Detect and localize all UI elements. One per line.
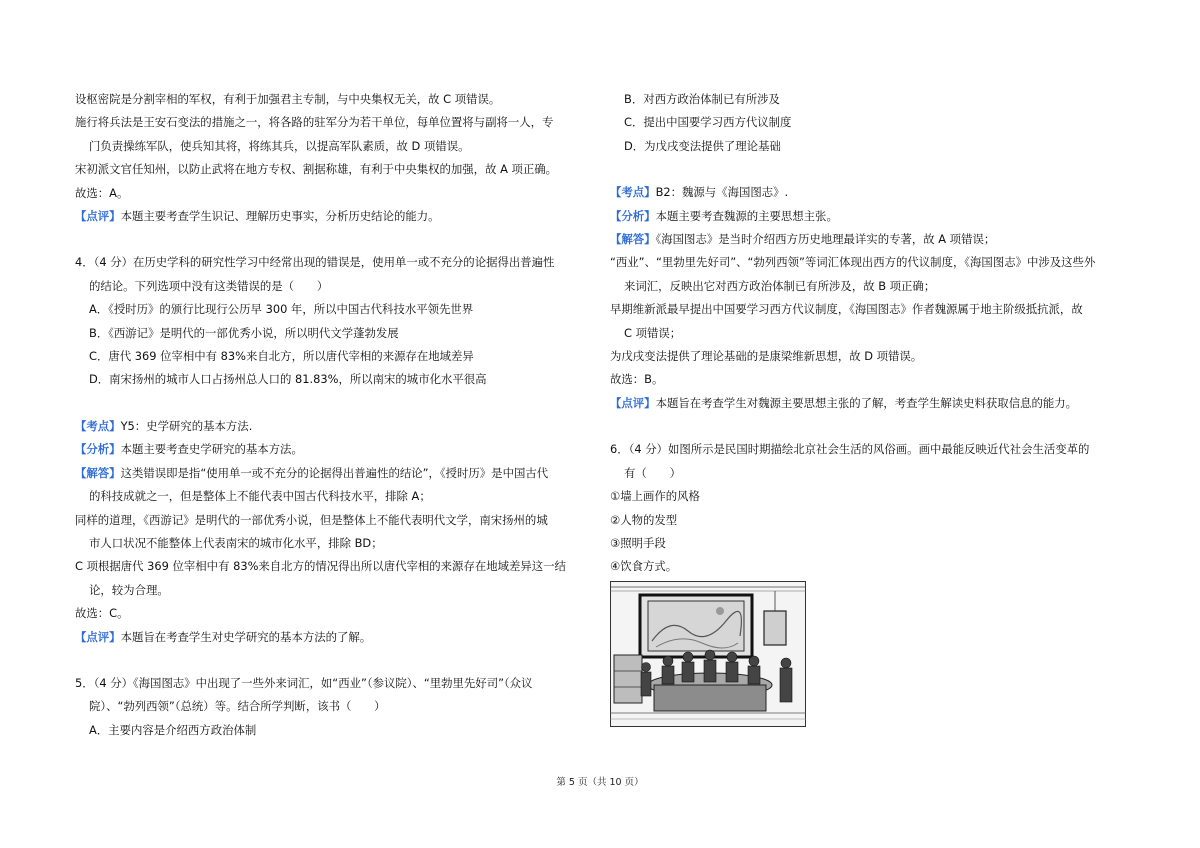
- q5-jieda-line: 为戊戌变法提供了理论基础的是康梁维新思想，故 D 项错误。: [610, 349, 923, 364]
- q5-jieda-line: C 项错误；: [624, 325, 682, 340]
- fenxi-tag: 【分析】: [610, 208, 656, 223]
- comment-text: 本题主要考查学生识记、理解历史事实，分析历史结论的能力。: [120, 209, 440, 224]
- q4-jieda-line: 的科技成就之一，但是整体上不能代表中国古代科技水平，排除 A；: [89, 489, 431, 504]
- q3-analysis-line: 设枢密院是分割宰相的军权，有利于加强君主专制，与中央集权无关，故 C 项错误。: [75, 92, 501, 106]
- jieda-text: 《海国图志》是当时介绍西方历史地理最详实的专著，故 A 项错误；: [655, 232, 996, 247]
- comment-tag: 【点评】: [610, 395, 656, 410]
- comment-tag: 【点评】: [75, 629, 121, 644]
- q5-jieda-line: “西业”、“里勃里先好司”、“勃列西领”等词汇体现出西方的代议制度，《海国图志》中涉及这些外: [610, 255, 1096, 270]
- q6-item-4: ④饮食方式。: [610, 559, 678, 574]
- q4-jieda-line: 论，较为合理。: [89, 582, 169, 597]
- q4-jieda-line: 同样的道理，《西游记》是明代的一部优秀小说，但是整体上不能代表明代文学，南宋扬州的城: [75, 512, 548, 527]
- fenxi-text: 本题主要考查魏源的主要思想主张。: [655, 208, 838, 223]
- q4-jieda: [75, 462, 595, 485]
- left-column: [75, 88, 595, 742]
- q4-option-c: C．唐代 369 位宰相中有 83%来自北方，所以唐代宰相的来源存在地域差异: [89, 349, 474, 364]
- q6-stem-cont: 有（ ）: [624, 465, 681, 480]
- fenxi-text: 本题主要考查史学研究的基本方法。: [120, 442, 303, 457]
- q5-fenxi: [610, 205, 1135, 228]
- q5-stem-cont: 院）、“勃列西领”（总统）等。结合所学判断，该书（ ）: [89, 699, 386, 714]
- comment-text: 本题旨在考查学生对史学研究的基本方法的了解。: [120, 629, 372, 644]
- jieda-text: 这类错误即是指“使用单一或不充分的论据得出普遍性的结论”，《授时历》是中国古代: [120, 465, 549, 480]
- kaodian-tag: 【考点】: [610, 185, 656, 200]
- q5-jieda-line: 早期维新派最早提出中国要学习西方代议制度，《海国图志》作者魏源属于地主阶级抵抗派，故: [610, 302, 1083, 317]
- q4-jieda-line: 市人口状况不能整体上代表南宋的城市化水平，排除 BD；: [89, 535, 383, 550]
- q6-stem: 6．（4 分）如图所示是民国时期描绘北京社会生活的风俗画。画中最能反映近代社会生活变革的: [610, 442, 1090, 457]
- comment-text: 本题旨在考查学生对魏源主要思想主张的了解，考查学生解读史料获取信息的能力。: [655, 395, 1078, 410]
- folk-painting-figure: [610, 581, 806, 727]
- q5-jieda: [610, 228, 1135, 251]
- q5-comment: [610, 392, 1135, 415]
- q4-stem-cont: 的结论。下列选项中没有这类错误的是（ ）: [89, 278, 329, 293]
- q4-option-b: B．《西游记》是明代的一部优秀小说，所以明代文学蓬勃发展: [89, 325, 399, 340]
- comment-tag: 【点评】: [75, 209, 121, 224]
- q3-analysis-line: 宋初派文官任知州，以防止武将在地方专权、割据称雄，有利于中央集权的加强，故 A 项正确。: [75, 162, 558, 177]
- q3-comment: [75, 205, 595, 228]
- fenxi-tag: 【分析】: [75, 442, 121, 457]
- q3-analysis-line: 施行将兵法是王安石变法的措施之一，将各路的驻军分为若干单位，每单位置将与副将一人，专: [75, 115, 554, 130]
- q5-option-a: A．主要内容是介绍西方政治体制: [89, 722, 257, 737]
- q4-option-a: A．《授时历》的颁行比现行公历早 300 年，所以中国古代科技水平领先世界: [89, 302, 474, 317]
- kaodian-tag: 【考点】: [75, 418, 121, 433]
- q4-answer: 故选：C。: [75, 606, 129, 621]
- q4-option-d: D．南宋扬州的城市人口占扬州总人口的 81.83%，所以南宋的城市化水平很高: [89, 372, 487, 387]
- q4-kaodian: [75, 415, 595, 438]
- kaodian-text: Y5：史学研究的基本方法.: [120, 418, 253, 433]
- page-footer: 第 5 页（共 10 页）: [556, 777, 644, 788]
- q3-analysis-line: 门负责操练军队，使兵知其将，将练其兵，以提高军队素质，故 D 项错误。: [89, 138, 470, 153]
- q6-item-1: ①墙上画作的风格: [610, 489, 700, 504]
- q6-item-2: ②人物的发型: [610, 512, 678, 527]
- q5-option-b: B．对西方政治体制已有所涉及: [624, 92, 780, 106]
- q5-stem: 5．（4 分）《海国图志》中出现了一些外来词汇，如“西业”（参议院）、“里勃里先好司”（众议: [75, 675, 533, 690]
- q5-option-d: D．为戊戌变法提供了理论基础: [624, 138, 781, 153]
- q5-jieda-line: 来词汇，反映出它对西方政治体制已有所涉及，故 B 项正确；: [624, 278, 936, 293]
- q5-kaodian: [610, 181, 1135, 204]
- folk-painting-illustration: [610, 581, 806, 727]
- jieda-tag: 【解答】: [610, 232, 656, 247]
- q5-answer: 故选：B。: [610, 372, 664, 387]
- q5-option-c: C．提出中国要学习西方代议制度: [624, 115, 792, 130]
- q6-item-3: ③照明手段: [610, 535, 666, 550]
- q4-comment: [75, 626, 595, 649]
- q4-stem: 4．（4 分）在历史学科的研究性学习中经常出现的错误是，使用单一或不充分的论据得出普遍性: [75, 255, 555, 270]
- jieda-tag: 【解答】: [75, 465, 121, 480]
- q4-fenxi: [75, 438, 595, 461]
- q3-answer: 故选：A。: [75, 185, 129, 200]
- right-column: [610, 88, 1135, 727]
- q4-jieda-line: C 项根据唐代 369 位宰相中有 83%来自北方的情况得出所以唐代宰相的来源存在地域差异这一结: [75, 559, 566, 574]
- kaodian-text: B2：魏源与《海国图志》.: [655, 185, 789, 200]
